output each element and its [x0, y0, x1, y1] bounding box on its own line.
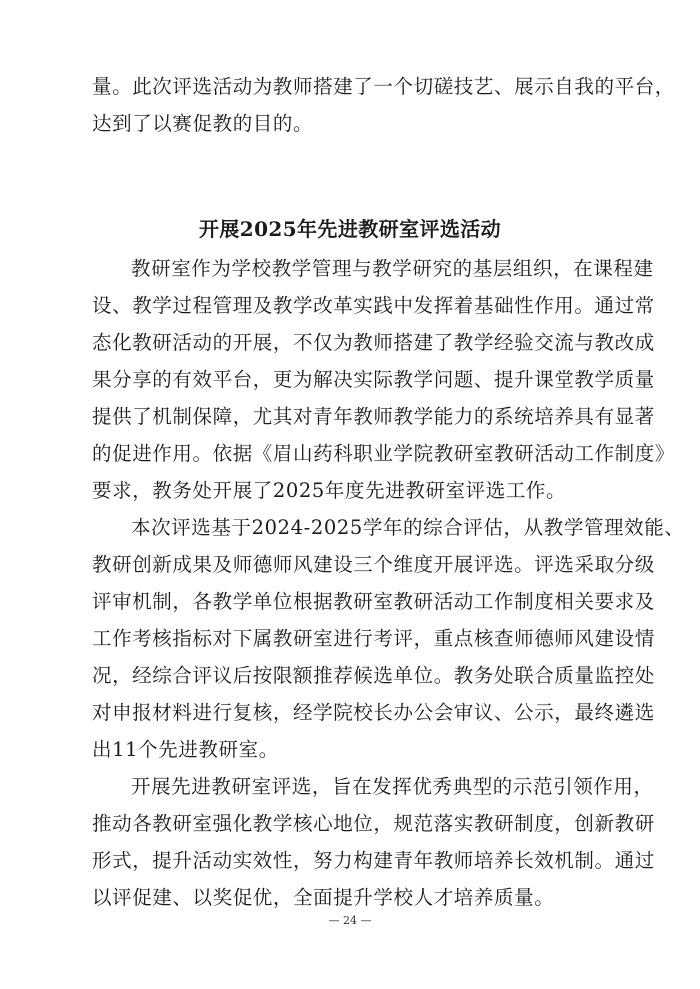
intro-line-1: 量。此次评选活动为教师搭建了一个切磋技艺、展示自我的平台， [92, 75, 675, 98]
intro-line-2: 达到了以赛促教的目的。 [92, 112, 314, 135]
paragraph1-line-4: 果分享的有效平台，更为解决实际教学问题、提升课堂教学质量 [92, 368, 655, 391]
paragraph1-line-3: 态化教研活动的开展，不仅为教师搭建了教学经验交流与教改成 [92, 331, 655, 354]
paragraph1-line-7: 要求，教务处开展了2025年度先进教研室评选工作。 [92, 479, 567, 502]
paragraph1-line-6: 的促进作用。依据《眉山药科职业学院教研室教研活动工作制度》 [92, 442, 675, 465]
paragraph3-line-3: 形式，提升活动实效性，努力构建青年教师培养长效机制。通过 [92, 849, 655, 872]
paragraph1-line-2: 设、教学过程管理及教学改革实践中发挥着基础性作用。通过常 [92, 294, 655, 317]
paragraph2-line-4: 工作考核指标对下属教研室进行考评，重点核查师德师风建设情 [92, 627, 655, 650]
paragraph2-line-3: 评审机制，各教学单位根据教研室教研活动工作制度相关要求及 [92, 590, 655, 613]
page-number: — 24 — [328, 914, 372, 927]
paragraph1-line-5: 提供了机制保障，尤其对青年教师教学能力的系统培养具有显著 [92, 405, 655, 428]
paragraph2-line-7: 出11个先进教研室。 [92, 738, 279, 761]
section-title: 开展2025年先进教研室评选活动 [198, 217, 502, 241]
paragraph2-line-5: 况，经综合评议后按限额推荐候选单位。教务处联合质量监控处 [92, 664, 655, 687]
paragraph3-line-1: 开展先进教研室评选，旨在发挥优秀典型的示范引领作用， [131, 775, 654, 798]
paragraph3-line-2: 推动各教研室强化教学核心地位，规范落实教研制度，创新教研 [92, 812, 655, 835]
paragraph3-line-4: 以评促建、以奖促优，全面提升学校人才培养质量。 [92, 886, 555, 909]
paragraph2-line-2: 教研创新成果及师德师风建设三个维度开展评选。评选采取分级 [92, 553, 655, 576]
paragraph2-line-6: 对申报材料进行复核，经学院校长办公会审议、公示，最终遴选 [92, 701, 655, 724]
paragraph1-line-1: 教研室作为学校教学管理与教学研究的基层组织，在课程建 [131, 257, 654, 280]
paragraph2-line-1: 本次评选基于2024-2025学年的综合评估，从教学管理效能、 [131, 516, 685, 539]
